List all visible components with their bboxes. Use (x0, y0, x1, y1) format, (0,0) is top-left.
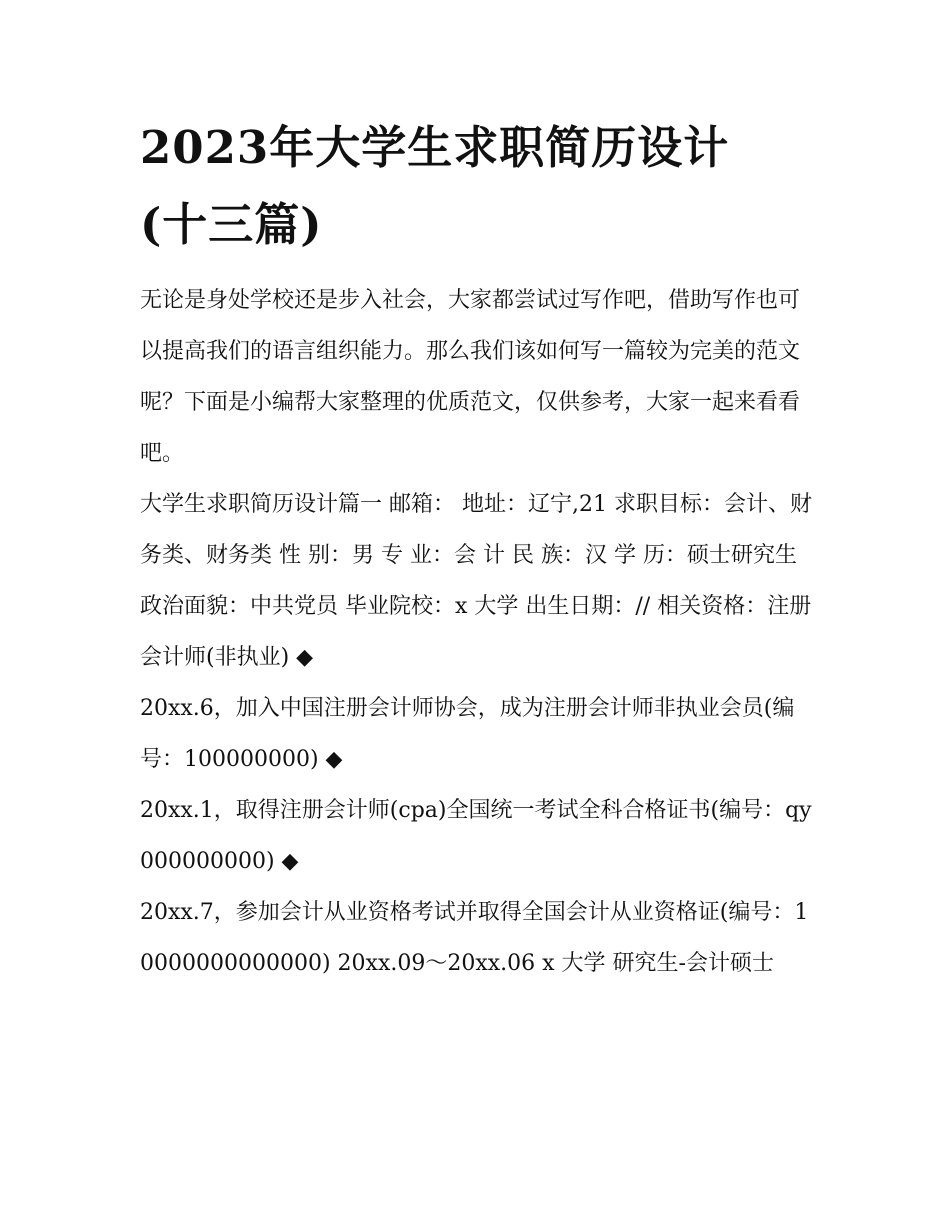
document-title (140, 118, 816, 255)
document-title-line-2: (十三篇) (140, 198, 323, 251)
resume-accounting-qualification-paragraph: 20xx.7，参加会计从业资格考试并取得全国会计从业资格证(编号：10000000000000) 20xx.09～20xx.06 x 大学 研究生-会计硕士 (140, 900, 809, 976)
intro-paragraph: 无论是身处学校还是步入社会，大家都尝试过写作吧，借助写作也可以提高我们的语言组织能力。那么我们该如何写一篇较为完美的范文呢？下面是小编帮大家整理的优质范文，仅供参考，大家一起来看看吧。 (140, 288, 801, 466)
document-title-line-1: 2023年大学生求职简历设计 (140, 121, 730, 174)
resume-basic-info-paragraph: 大学生求职简历设计篇一 邮箱： 地址：辽宁,21 求职目标：会计、财务类、财务类 性 别：男 专 业：会 计 民 族：汉 学 历：硕士研究生 (140, 492, 812, 568)
document-body (140, 118, 816, 989)
resume-cpa-membership-paragraph: 20xx.6，加入中国注册会计师协会，成为注册会计师非执业会员(编号：100000000) ◆ (140, 696, 795, 772)
resume-cpa-certificate-paragraph: 20xx.1，取得注册会计师(cpa)全国统一考试全科合格证书(编号：qy000000000) ◆ (140, 798, 812, 874)
resume-political-status-paragraph: 政治面貌：中共党员 毕业院校：x 大学 出生日期：// 相关资格：注册会计师(非执业) ◆ (140, 594, 812, 670)
